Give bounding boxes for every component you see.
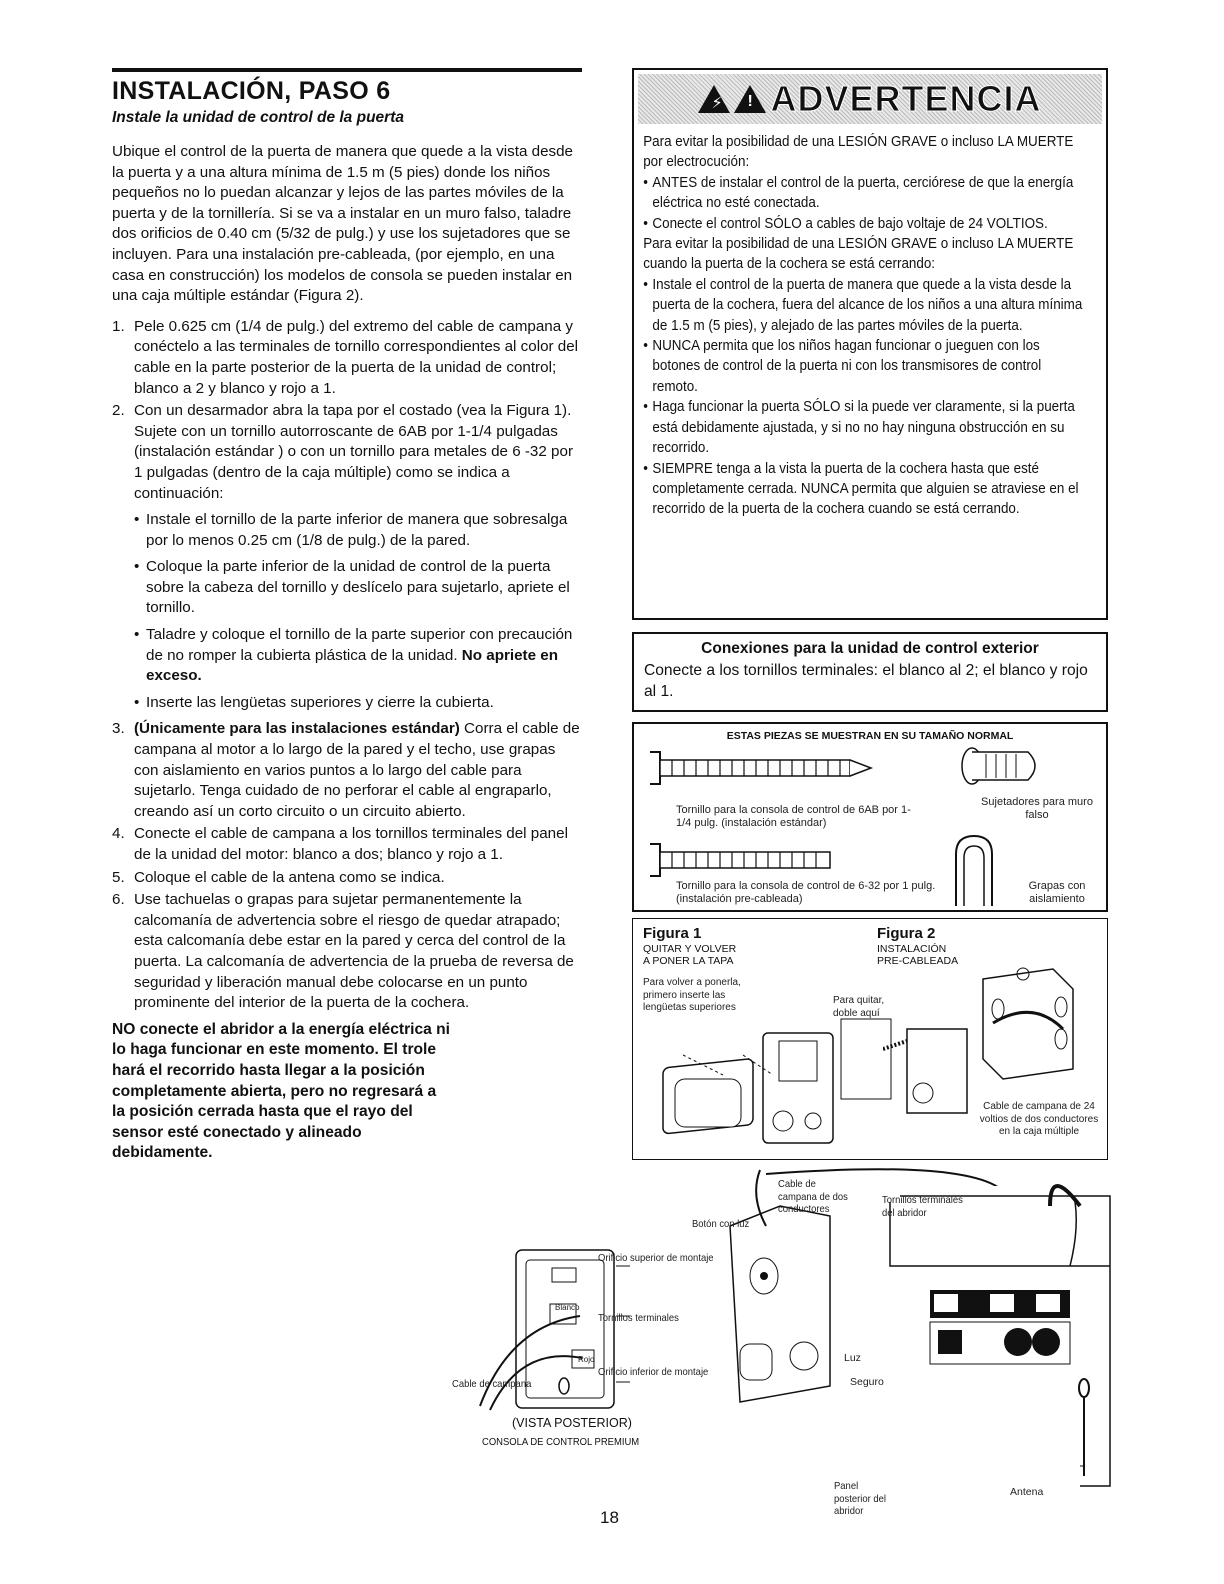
warning-header	[638, 74, 1102, 124]
tornillos-label: Tornillos terminales	[598, 1312, 679, 1324]
luz-label: Luz	[844, 1352, 861, 1364]
warning-bullet: • Haga funcionar la puerta SÓLO si la puede ver claramente, si la puerta está debidamente ajustada, y si no no hay ninguna obstrucción en su recorrido.	[643, 397, 1085, 458]
bullet-item: • Instale el tornillo de la parte inferior de manera que sobresalga por lo menos 0.25 cm (1/8 de pulg.) de la pared.	[134, 510, 582, 551]
bullet-item: • Inserte las lengüetas superiores y cierre la cubierta.	[134, 693, 582, 714]
rojo-label: Rojo	[578, 1355, 595, 1364]
figure1-sub1: QUITAR Y VOLVER	[643, 943, 737, 955]
figure2-note: Cable de campana de 24 voltios de dos conductores en la caja múltiple	[979, 1101, 1099, 1137]
warning-para: Para evitar la posibilidad de una LESIÓN GRAVE o incluso LA MUERTE cuando la puerta de la cochera se está cerrando:	[643, 236, 1074, 273]
bullet-item: • Taladre y coloque el tornillo de la parte superior con precaución de no romper la cubierta plástica de la unidad. No apriete en exceso.	[134, 625, 582, 687]
figure2-illustration	[883, 959, 1083, 1119]
warning-bullet: • ANTES de instalar el control de la puerta, cerciórese de que la energía eléctrica no esté conectada.	[643, 173, 1085, 214]
blanco-label: Blanco	[555, 1303, 580, 1312]
warning-title: ADVERTENCIA	[770, 78, 1042, 119]
warning-bullet: • Instale el control de la puerta de manera que quede a la vista desde la puerta de la cochera, fuera del alcance de los niños a una altura mínima de 1.5 m (5 pies), y alejado de las partes móviles de la puerta.	[643, 275, 1085, 336]
step-item: 5. Coloque el cable de la antena como se indica.	[112, 868, 445, 886]
orificio-superior-label: Orificio superior de montaje	[598, 1252, 714, 1264]
warning-box	[632, 68, 1108, 620]
antena-label: Antena	[1010, 1486, 1044, 1498]
instructions-column	[112, 68, 582, 1164]
step-item: 4. Conecte el cable de campana a los tornillos terminales del panel de la unidad del motor: blanco a dos; blanco y rojo a 1.	[112, 825, 568, 863]
figure2-sub2: PRE-CABLEADA	[877, 955, 959, 967]
warning-body	[634, 128, 1094, 520]
figure1-note: Para volver a ponerla, primero inserte las lengüetas superiores	[643, 977, 741, 1013]
figure1-note2: Para quitar, doble aquí	[833, 995, 885, 1019]
screw1-label: Tornillo para la consola de control de 6AB por 1-1/4 pulg. (instalación estándar)	[676, 804, 911, 829]
page-title: INSTALACIÓN, PASO 6	[112, 77, 391, 105]
insulated-staple-icon	[944, 830, 1004, 910]
panel-label: Panel posterior del abridor	[834, 1480, 887, 1517]
boton-luz-label: Botón con luz	[692, 1218, 750, 1230]
parts-box	[632, 722, 1108, 912]
bullet-item: • Coloque la parte inferior de la unidad de control de la puerta sobre la cabeza del tornillo y deslícelo para sujetarlo, apriete el tornillo.	[134, 557, 582, 619]
warning-triangle-icon: !	[734, 85, 766, 113]
connections-title: Conexiones para la unidad de control exterior	[701, 640, 1039, 657]
orificio-inferior-label: Orificio inferior de montaje	[598, 1366, 709, 1378]
figure1-title: Figura 1	[643, 925, 702, 942]
opener-cable-label: Cable de campana de dos conductores	[778, 1178, 848, 1215]
figure2-sub1: INSTALACIÓN	[877, 943, 947, 955]
step-item: 2. Con un desarmador abra la tapa por el costado (vea la Figura 1). Sujete con un tornillo autorroscante de 6AB por 1-1/4 pulgadas (instalación estándar ) o con un tornillo para metales de 6 -32 por 1 pulgadas (dentro de la caja múltiple) como se indica a continuación: • Instale el tornillo de la parte inferior de manera que sobresalga por lo menos 0.25 cm (1/8 de pulg.) de la pared. • Coloque la parte inferior de la unidad de control de la puerta sobre la cabeza del tornillo y deslícelo para sujetarlo, apriete el tornillo. • Taladre y coloque el tornillo de la parte superior con precaución de no romper la cubierta plástica de la unidad. No apriete en exceso. • Inserte las lengüetas superiores y cierre la cubierta.	[112, 401, 582, 713]
figure1-sub2: A PONER LA TAPA	[643, 955, 734, 967]
figures-box	[632, 918, 1108, 1160]
screw-6ab-icon	[646, 748, 896, 788]
staple-label: Grapas con aislamiento	[1028, 880, 1086, 905]
page-number: 18	[600, 1508, 619, 1527]
warning-bullet: • SIEMPRE tenga a la vista la puerta de la cochera hasta que esté completamente cerrada. NUNCA permita que alguien se atraviese en el recorrido de la puerta de la cochera cuando se está cerrando.	[643, 459, 1085, 520]
steps-list	[112, 317, 582, 1014]
intro-paragraph: Ubique el control de la puerta de manera que quede a la vista desde la puerta y a una altura mínima de 1.5 m (5 pies) donde los niños pequeños no lo puedan alcanzar y lejos de las partes móviles de la puerta y de la tornillería. Si se va a instalar en un muro falso, taladre dos orificios de 0.40 cm (5/32 de pulg.) y use los sujetadores que se incluyen. Para una instalación pre-cableada, (por ejemplo, en una casa en construcción) los modelos de consola se pueden instalar en una caja múltiple estándar (Figura 2).	[112, 143, 574, 305]
view-label: (VISTA POSTERIOR)	[512, 1416, 632, 1430]
figure1-illustration	[653, 1015, 903, 1155]
screw-632-icon	[646, 840, 846, 880]
connections-box	[632, 632, 1108, 712]
screw2-label: Tornillo para la consola de control de 6-32 por 1 pulg. (instalación pre-cableada)	[676, 880, 936, 905]
title-rule	[112, 68, 582, 72]
page-subtitle: Instale la unidad de control de la puerta	[112, 109, 404, 126]
terminales-label: Tornillos terminales del abridor	[882, 1194, 963, 1219]
step-item: 3. (Únicamente para las instalaciones estándar) Corra el cable de campana al motor a lo largo de la pared y el techo, use grapas con aislamiento en varios puntos a lo largo del cable para sujetarlo. Tenga cuidado de no perforar el cable al engraparlo, creando así un corto circuito o un circuito abierto.	[112, 720, 580, 820]
electric-hazard-icon: ⚡	[698, 85, 730, 113]
final-warning: NO conecte el abridor a la energía eléctrica ni lo haga funcionar en este momento. El trole hará el recorrido hasta llegar a la posición completamente abierta, pero no regresará a la posición cerrada hasta que el rayo del sensor esté conectado y alineado debidamente.	[112, 1020, 450, 1162]
connections-text: Conecte a los tornillos terminales: el blanco al 2; el blanco y rojo al 1.	[644, 662, 1088, 700]
step-2-bullets	[134, 510, 582, 713]
anchor-label: Sujetadores para muro falso	[981, 796, 1093, 821]
step-item: 6. Use tachuelas o grapas para sujetar permanentemente la calcomanía de advertencia sobre el riesgo de quedar atrapado; esta calcomanía debe estar en la pared y cerca del control de la puerta. La calcomanía de advertencia de la prueba de reversa de seguridad y liberación manual debe colocarse en un punto prominente del interior de la puerta de la cochera.	[112, 891, 574, 1012]
console-cable-label: Cable de campana	[452, 1378, 532, 1390]
warning-para: Para evitar la posibilidad de una LESIÓN GRAVE o incluso LA MUERTE por electrocución:	[643, 134, 1074, 171]
console-back-view	[470, 1246, 650, 1416]
step-item: 1. Pele 0.625 cm (1/4 de pulg.) del extremo del cable de campana y conéctelo a las terminales de tornillo correspondientes al color del cable en la parte posterior de la puerta de la unidad de control; blanco a 2 y blanco y rojo a 1.	[112, 317, 579, 397]
console-name: CONSOLA DE CONTROL PREMIUM	[482, 1436, 640, 1448]
figure2-title: Figura 2	[877, 925, 936, 942]
parts-title: ESTAS PIEZAS SE MUESTRAN EN SU TAMAÑO NORMAL	[726, 730, 1014, 742]
wall-anchor-icon	[958, 744, 1048, 794]
warning-bullet: • NUNCA permita que los niños hagan funcionar o jueguen con los botones de control de la puerta ni con los transmisores de control remoto.	[643, 336, 1085, 397]
seguro-label: Seguro	[850, 1376, 884, 1388]
warning-bullet: • Conecte el control SÓLO a cables de bajo voltaje de 24 VOLTIOS.	[643, 214, 1085, 234]
